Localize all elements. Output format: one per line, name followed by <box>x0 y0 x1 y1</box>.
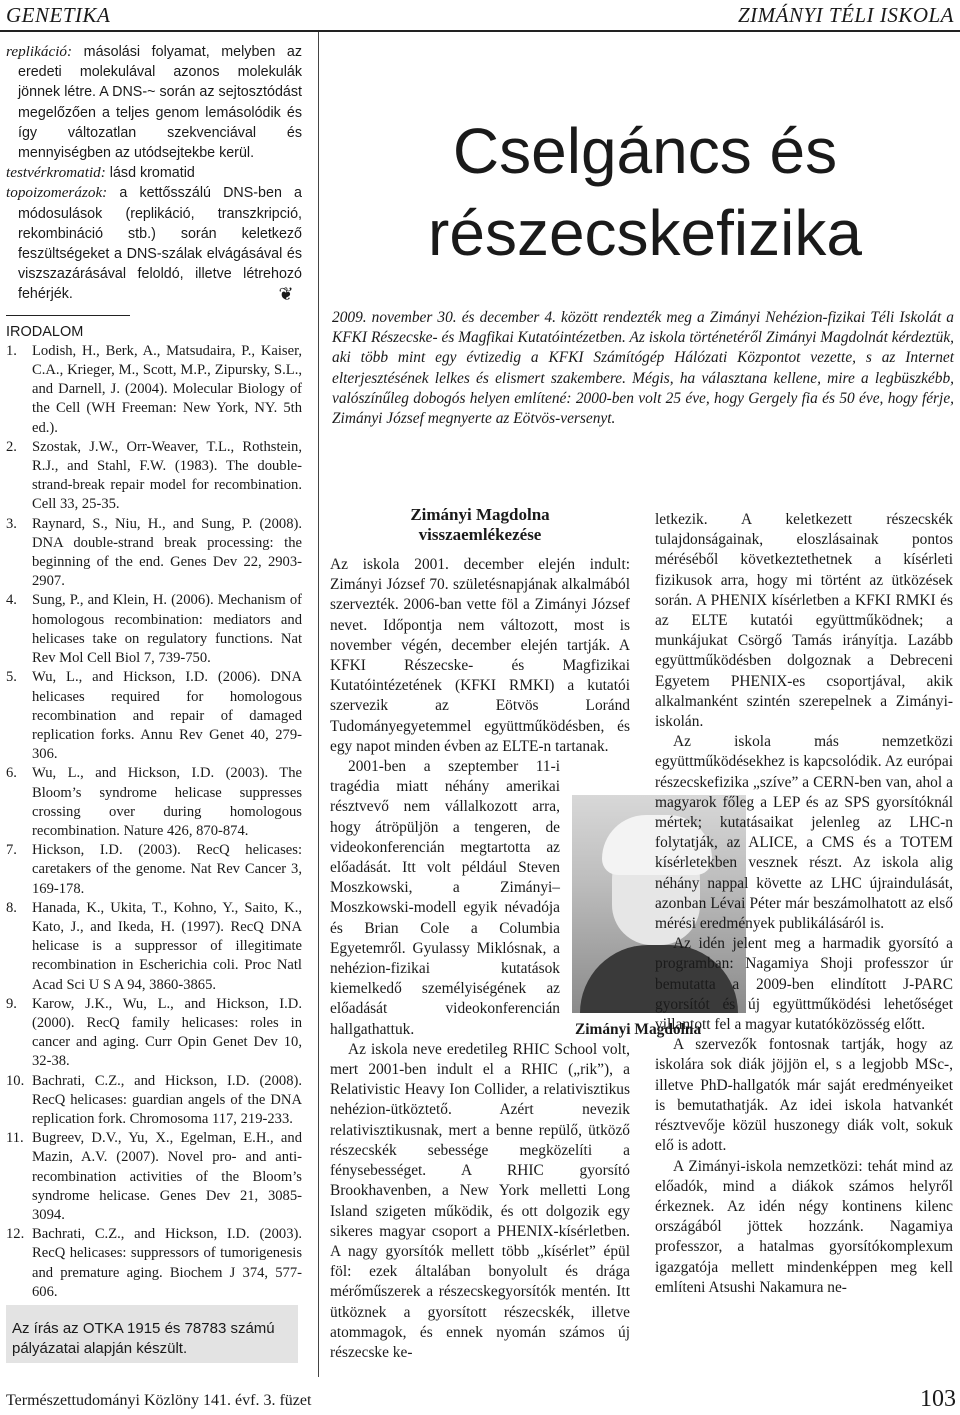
paragraph: Az idén jelent meg a harmadik gyorsító a programban: Nagamiya Shoji professzor úr bemutatta a 2009-ben elindított J-PARC gyorsítót és új együttműködési lehetőséget villantott fel a magyar kutatóközösség előtt. <box>655 935 953 1034</box>
reference-item: 10. Bachrati, C.Z., and Hickson, I.D. (2008). RecQ helicases: guardian angels of the DNA replication fork. Chromosoma 117, 219-233. <box>6 1072 302 1127</box>
reference-item: 11. Bugreev, D.V., Yu, X., Egelman, E.H., and Mazin, A.V. (2007). Novel pro- and anti-recombination activities of the Bloom’s syndrome helicase. Genes Dev 21, 3085-3094. <box>6 1130 302 1223</box>
reference-item: 3. Raynard, S., Niu, H., and Sung, P. (2008). DNA double-strand break processing: the beginning of the end. Genes Dev 22, 2903-2907. <box>6 515 302 590</box>
reference-item: 7. Hickson, I.D. (2003). RecQ helicases: caretakers of the genome. Nat Rev Cancer 3, 169-178. <box>6 842 302 897</box>
reference-item: 12. Bachrati, C.Z., and Hickson, I.D. (2003). RecQ helicases: suppressors of tumorigenesis and premature aging. Biochem J 374, 577-606. <box>6 1226 302 1300</box>
reference-list <box>6 342 302 1302</box>
section-header: GENETIKA <box>6 3 111 27</box>
reference-item: 9. Karow, J.K., Wu, L., and Hickson, I.D. (2000). RecQ family helicases: roles in cancer and aging. Curr Opin Genet Dev 10, 32-38. <box>6 995 302 1070</box>
glossary-entry: topoizomerázok: a kettősszálú DNS-ben a módosulások (replikáció, transzkripció, rekombináció stb.) során keletkező feszültségeket a DNS-szálak elvágásával és viszszazárásával feloldó, illetve létrehozó fehérjék. ❦ <box>6 184 302 305</box>
memoir-heading: Zimányi Magdolna visszaemlékezése <box>410 505 550 544</box>
paragraph: Az iskola 2001. december elején indult: Zimányi József 70. születésnapjának alkalmából szervezték. 2006-ban vette föl a Zimányi József nevet. Időpontja nem változott, most is november végén, december elején tartják. A KFKI Részecske- és Magfizikai Kutatóintézetének (KFKI RMKI) a kutatói szervezik az Eötvös Loránd Tudományegyetemmel együttműködésben, és egy napot minden évben az ELTE-n tartanak. <box>330 556 630 755</box>
paragraph: A Zimányi-iskola nemzetközi: tehát mind az előadók, mind a diákok számos helyről érkeznek. Az idén négy kontinens kilenc országából jöttek hozzánk. Nagamiya professzor, a hatalmas gyorsítókomplexum igazgatója mellett mindenképpen meg kell említeni Atsushi Nakamura ne- <box>655 1157 953 1296</box>
reference-item: 8. Hanada, K., Ukita, T., Kohno, Y., Saito, K., Kato, J., and Ikeda, H. (1997). RecQ DNA helicase is a suppressor of illegitimate recombination in Escherichia coli. Proc Natl Acad Sci U S A 94, 3860-3865. <box>6 899 302 993</box>
glossary-entry: testvérkromatid: lásd kromatid <box>6 164 195 182</box>
paragraph: Az iskola neve eredetileg RHIC School volt, mert 2001-ben indult el a RHIC („rik”), a Relativistic Heavy Ion Collider, a relativisztikus nehézion-ütköztető. Azért nevezik relativisztikusnak, mert a benne repülő, ütköző részecskék sebessége megközelíti a fénysebességet. A RHIC gyorsító Brookhavenben, a New York melletti Long Island szigeten működik, és ott dolgozik egy sikeres magyar csoport a PHENIX-kísérletben. A nagy gyorsítók mellett több „kísérlet” épül föl: ezek általában bonyolult és drága mérőműszerek a részecskegyorsítók mentén. Itt ütköznek a gyorsított részecskék, illetve atommagok, és ennek nyomán számos új részecske ke- <box>330 1040 630 1361</box>
funding-note-box: Az írás az OTKA 1915 és 78783 számú pályázatai alapján készült. <box>6 1305 298 1363</box>
article-lead: 2009. november 30. és december 4. között rendezték meg a Zimányi Nehézion-fizikai Téli Iskolát a KFKI Részecske- és Magfikai Kutatóintézetben. Az iskola történetéről Zimányi Magdolnát kérdeztük, aki több mint egy évtizedig a KFKI Számítógép Hálózati Központot vezette, s az Internet elterjesztésének lelkes és elismert szakembere. Mégis, ha választana kellene, mire a legbüszkébb, valószínűleg dobogós helyen említené: 2000-ben volt 25 éve, hogy Gergely fia és 50 éve, hogy férje, Zimányi József megnyerte az Eötvös-versenyt. <box>332 309 954 428</box>
references-heading: IRODALOM <box>6 323 84 340</box>
reference-item: 1. Lodish, H., Berk, A., Matsudaira, P., Kaiser, C.A., Krieger, M., Scott, M.P., Zipursky, S.L., and Darnell, J. (2004). Molecular Biology of the Cell (WH Freeman: New York, NY. 5th ed.). <box>6 342 302 436</box>
article-title-line: Cselgáncs és <box>452 115 838 187</box>
reference-item: 6. Wu, L., and Hickson, I.D. (2003). The Bloom’s syndrome helicase suppresses crossing over during homologous recombination. Nature 426, 870-874. <box>6 765 302 839</box>
series-header: ZIMÁNYI TÉLI ISKOLA <box>737 3 954 27</box>
header-rule <box>0 30 960 32</box>
separator-rule <box>6 315 130 316</box>
end-leaf-icon: ❦ <box>278 284 294 305</box>
paragraph: Az iskola más nemzetközi együttműködésekhez is kapcsolódik. Az európai részecskefizika „szíve” a CERN-ben van, ahol a magyarok főleg a LEP és az SPS gyorsítóknál mértek; kutatásaikat jelenleg az LHC-n folytatják, az ALICE, a CMS és a TOTEM kísérletekben vesznek részt. Az iskola alig néhány nappal követte az LHC újraindulását, azonban Lévai Péter már beszámolhatott az első mérési eredmények publikálásáról is. <box>655 733 953 933</box>
journal-footer: Természettudományi Közlöny 141. évf. 3. füzet <box>6 1392 312 1409</box>
reference-item: 5. Wu, L., and Hickson, I.D. (2006). DNA helicases required for homologous recombination and repair of damaged replication forks. Annu Rev Genet 40, 279-306. <box>6 669 302 763</box>
reference-item: 2. Szostak, J.W., Orr-Weaver, T.L., Rothstein, R.J., and Stahl, F.W. (1983). The double-strand-break repair model for recombination. Cell 33, 25-35. <box>6 438 302 513</box>
glossary-entry: replikáció: másolási folyamat, melyben az eredeti molekulával azonos molekulák jönnek létre. A DNS-~ során az sejtosztódást megelőzően a teljes genom lemásolódik és így változatlan szekvenciával és mennyiségben az utódsejtekbe kerül. <box>6 43 302 162</box>
photo-caption: Zimányi Magdolna <box>575 1021 702 1038</box>
column-divider <box>318 32 319 1377</box>
paragraph: letkezik. A keletkezett részecskék tulajdonságainak, eloszlásainak pontos méréséből következtethetnek a kísérleti fizikusok arra, hogy mi történt az ütközések során. A PHENIX kísérletben a KFKI RMKI és az ELTE kutatói együttműködnek; a munkájukat Csörgő Tamás irányítja. Lazább együttműködésben dolgoznak a Debreceni Egyetem PHENIX-es csoportjával, akik alkalmanként szintén szerepelnek a Zimányi-iskolán. <box>655 511 953 731</box>
paragraph: 2001-ben a szeptember 11-i tragédia miatt néhány amerikai résztvevő nem vállalkozott arra, hogy átröpüljön a tengeren, de videokonferencián megtartotta az előadását. Itt volt például Steven Moszkowski, a Zimányi–Moszkowski-modell egyik névadója és Brian Cole a Columbia Egyetemről. Gyulassy Miklósnak, a nehézion-fizikai kutatások kiemelkedő személyiségének az előadását videokonferencián hallgathattuk. <box>330 758 560 1038</box>
paragraph: A szervezők fontosnak tartják, hogy az iskolára sok diák jöjjön el, s a legjobb MSc-, illetve PhD-hallgatók már saját eredményeiket is bemutathatják. Az idei iskola hatvankét résztvevője közül huszonegy diák volt, sokuk elő is adott. <box>655 1036 953 1155</box>
reference-item: 4. Sung, P., and Klein, H. (2006). Mechanism of homologous recombination: mediators and helicases take on regulatory functions. Nat Rev Mol Cell Biol 7, 739-750. <box>6 592 302 667</box>
article-title <box>330 110 960 274</box>
page-number: 103 <box>920 1386 956 1412</box>
article-title-line: részecskefizika <box>428 197 862 269</box>
article-column-2 <box>655 510 953 1298</box>
left-column <box>6 42 302 1302</box>
